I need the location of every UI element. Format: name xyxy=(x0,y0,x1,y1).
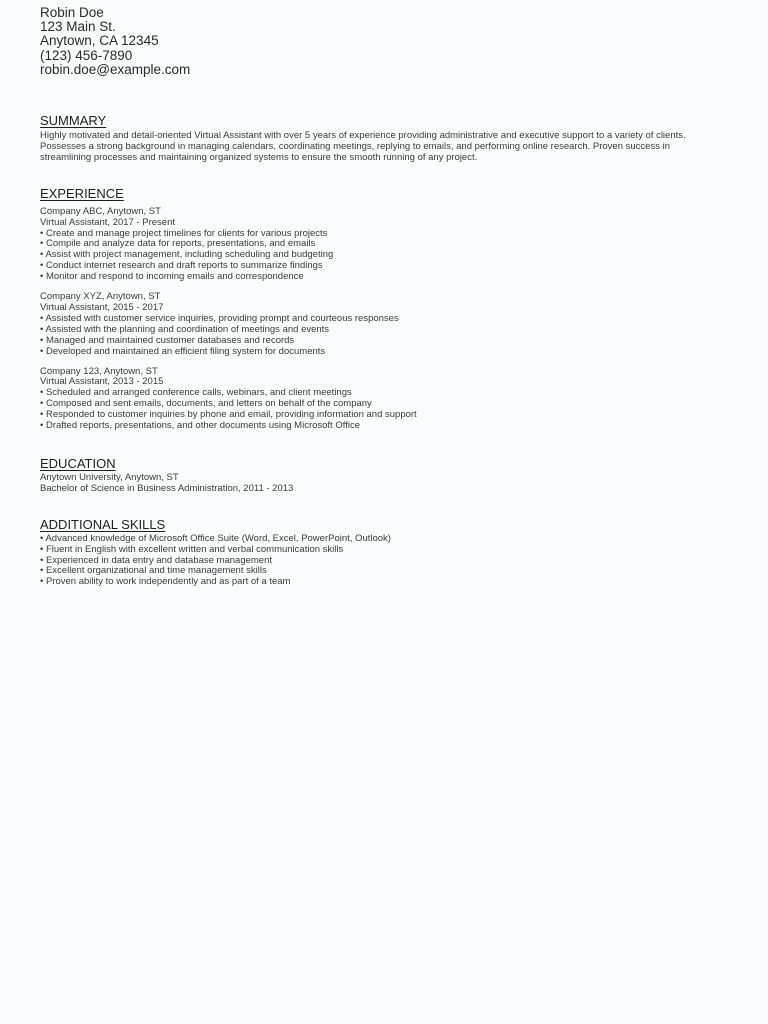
contact-email: robin.doe@example.com xyxy=(40,61,191,77)
bullet-item: • Managed and maintained customer databases and records xyxy=(40,336,730,347)
experience-heading: EXPERIENCE xyxy=(40,185,124,201)
bullet-item: • Assist with project management, including scheduling and budgeting xyxy=(40,250,730,261)
bullet-item: • Conduct internet research and draft reports to summarize findings xyxy=(40,261,730,272)
company-line: Company ABC, Anytown, ST xyxy=(40,205,161,217)
bullet-item: • Assisted with customer service inquiries, providing prompt and courteous responses xyxy=(40,314,730,325)
school-line: Anytown University, Anytown, ST xyxy=(40,471,179,483)
degree-line: Bachelor of Science in Business Administration, 2011 - 2013 xyxy=(40,482,294,494)
skill-item: • Excellent organizational and time management skills xyxy=(40,566,730,577)
skill-item: • Experienced in data entry and database management xyxy=(40,556,730,567)
bullet-item: • Create and manage project timelines for clients for various projects xyxy=(40,229,730,240)
bullet-item: • Composed and sent emails, documents, and letters on behalf of the company xyxy=(40,399,730,410)
bullet-item: • Developed and maintained an efficient filing system for documents xyxy=(40,347,730,358)
contact-phone: (123) 456-7890 xyxy=(40,47,133,63)
skills-list xyxy=(40,534,730,589)
education-entry xyxy=(40,473,730,495)
summary-text: Highly motivated and detail-oriented Virtual Assistant with over 5 years of experience providing administrative and executive support to a variety of clients. Possesses a strong background in managing calendars, coordinating meetings, replying to emails, and performing online research. Proven success in streamlining processes and maintaining organized systems to ensure the smooth running of any project. xyxy=(40,130,686,163)
bullet-item: • Compile and analyze data for reports, presentations, and emails xyxy=(40,239,730,250)
company-line: Company XYZ, Anytown, ST xyxy=(40,291,161,303)
resume-page xyxy=(40,6,730,588)
contact-street: 123 Main St. xyxy=(40,19,116,35)
company-line: Company 123, Anytown, ST xyxy=(40,365,158,377)
summary-heading: SUMMARY xyxy=(40,113,107,129)
bullet-item: • Scheduled and arranged conference calls, webinars, and client meetings xyxy=(40,388,730,399)
experience-entry xyxy=(40,292,730,357)
role-line: Virtual Assistant, 2017 - Present xyxy=(40,216,176,228)
bullet-item: • Responded to customer inquiries by phone and email, providing information and support xyxy=(40,410,730,421)
education-heading: EDUCATION xyxy=(40,455,116,471)
contact-block xyxy=(40,6,730,77)
bullet-item: • Monitor and respond to incoming emails and correspondence xyxy=(40,272,730,283)
experience-entry xyxy=(40,207,730,283)
role-line: Virtual Assistant, 2013 - 2015 xyxy=(40,376,164,388)
role-line: Virtual Assistant, 2015 - 2017 xyxy=(40,301,164,313)
bullet-item: • Drafted reports, presentations, and other documents using Microsoft Office xyxy=(40,421,730,432)
skill-item: • Proven ability to work independently and as part of a team xyxy=(40,577,730,588)
bullet-item: • Assisted with the planning and coordination of meetings and events xyxy=(40,325,730,336)
contact-city: Anytown, CA 12345 xyxy=(40,33,159,49)
skill-item: • Fluent in English with excellent written and verbal communication skills xyxy=(40,545,730,556)
skills-heading: ADDITIONAL SKILLS xyxy=(40,516,166,532)
contact-name: Robin Doe xyxy=(40,5,104,20)
skill-item: • Advanced knowledge of Microsoft Office Suite (Word, Excel, PowerPoint, Outlook) xyxy=(40,534,730,545)
experience-entry xyxy=(40,367,730,432)
